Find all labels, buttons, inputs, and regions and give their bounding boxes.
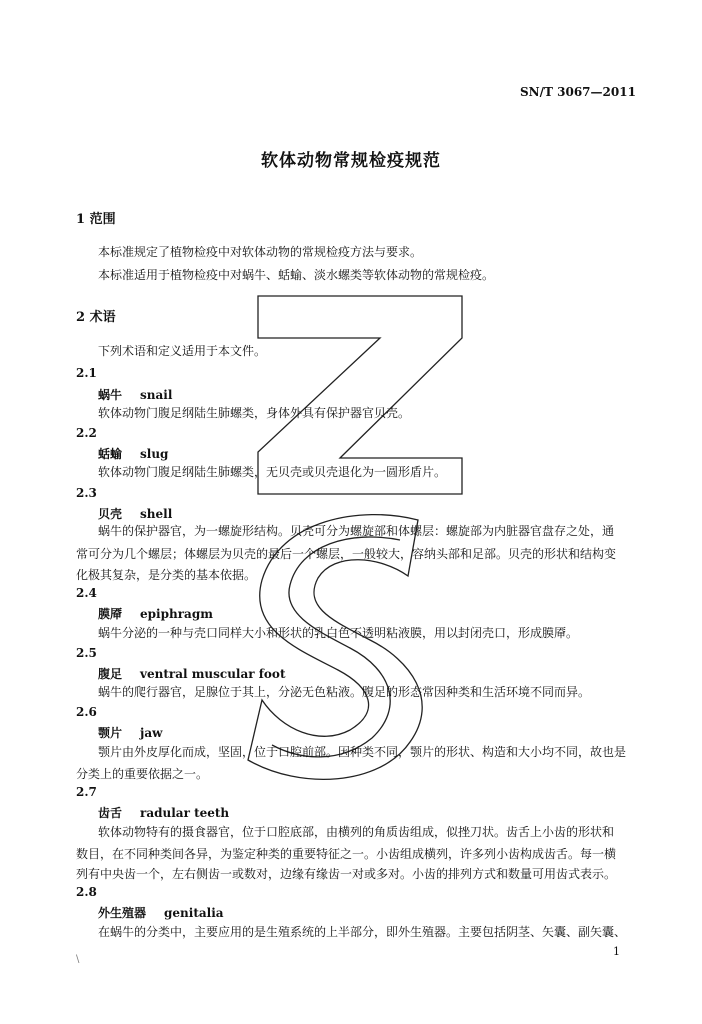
term-number: 2.5 <box>76 646 97 660</box>
term-definition-line: 在蜗牛的分类中，主要应用的是生殖系统的上半部分，即外生殖器。主要包括阴茎、矢囊、副矢囊、 <box>98 925 627 939</box>
term-definition-line: 颚片由外皮厚化而成，坚固，位于口腔前部。因种类不同，颚片的形状、构造和大小均不同，故也是 <box>98 745 627 759</box>
term-cn: 颚片 <box>98 726 123 740</box>
term-cn: 腹足 <box>98 667 123 681</box>
term-cn: 蛞蝓 <box>98 447 123 461</box>
term-en: ventral muscular foot <box>140 667 286 681</box>
term-heading <box>98 904 224 921</box>
term-number: 2.7 <box>76 785 97 799</box>
scan-mark: \ <box>76 954 80 965</box>
section-2-intro: 下列术语和定义适用于本文件。 <box>98 344 267 358</box>
standard-id: SN/T 3067—2011 <box>520 85 636 99</box>
term-heading <box>98 804 229 821</box>
term-heading <box>98 445 168 462</box>
term-en: jaw <box>140 726 163 740</box>
term-heading <box>98 505 172 522</box>
term-en: shell <box>140 507 173 521</box>
term-definition-line: 数目，在不同种类间各异，为鉴定种类的重要特征之一。小齿组成横列，许多列小齿构成齿舌。每一横 <box>76 847 617 861</box>
term-heading <box>98 386 172 403</box>
term-en: genitalia <box>164 906 224 920</box>
term-cn: 蜗牛 <box>98 388 123 402</box>
term-cn: 齿舌 <box>98 806 123 820</box>
term-definition-line: 常可分为几个螺层；体螺层为贝壳的最后一个螺层，一般较大，容纳头部和足部。贝壳的形状和结构变 <box>76 547 617 561</box>
term-definition-line: 化极其复杂，是分类的基本依据。 <box>76 568 257 582</box>
document-title: 软体动物常规检疫规范 <box>261 151 441 171</box>
term-cn: 贝壳 <box>98 507 123 521</box>
term-definition-line: 软体动物特有的摄食器官，位于口腔底部，由横列的角质齿组成，似挫刀状。齿舌上小齿的形状和 <box>98 825 615 839</box>
section-1-paragraph: 本标准规定了植物检疫中对软体动物的常规检疫方法与要求。 <box>98 245 423 259</box>
term-definition-line: 软体动物门腹足纲陆生肺螺类，身体外具有保护器官贝壳。 <box>98 406 411 420</box>
term-number: 2.4 <box>76 586 97 600</box>
term-heading <box>98 665 285 682</box>
term-en: epiphragm <box>140 607 213 621</box>
term-number: 2.2 <box>76 426 97 440</box>
section-1-heading: 1 范围 <box>76 212 116 227</box>
term-cn: 膜厣 <box>98 607 123 621</box>
watermark-s-inner <box>272 537 400 757</box>
term-number: 2.6 <box>76 705 97 719</box>
term-number: 2.8 <box>76 885 97 899</box>
term-number: 2.1 <box>76 366 97 380</box>
term-en: slug <box>140 447 169 461</box>
section-2-heading: 2 术语 <box>76 310 116 325</box>
term-definition-line: 软体动物门腹足纲陆生肺螺类，无贝壳或贝壳退化为一圆形盾片。 <box>98 465 447 479</box>
term-heading <box>98 724 162 741</box>
term-definition-line: 蜗牛的保护器官，为一螺旋形结构。贝壳可分为螺旋部和体螺层：螺旋部为内脏器官盘存之处，通 <box>98 524 615 538</box>
term-heading <box>98 605 213 622</box>
term-cn: 外生殖器 <box>98 906 147 920</box>
term-en: radular teeth <box>140 806 230 820</box>
term-definition-line: 分类上的重要依据之一。 <box>76 767 209 781</box>
term-en: snail <box>140 388 173 402</box>
term-definition-line: 蜗牛分泌的一种与壳口同样大小和形状的乳白色不透明粘液膜，用以封闭壳口，形成膜厣。 <box>98 626 579 640</box>
term-number: 2.3 <box>76 486 97 500</box>
section-1-paragraph: 本标准适用于植物检疫中对蜗牛、蛞蝓、淡水螺类等软体动物的常规检疫。 <box>98 268 495 282</box>
page-number: 1 <box>613 945 620 958</box>
term-definition-line: 蜗牛的爬行器官，足腺位于其上，分泌无色粘液。腹足的形态常因种类和生活环境不同而异。 <box>98 685 591 699</box>
term-definition-line: 列有中央齿一个，左右侧齿一或数对，边缘有缘齿一对或多对。小齿的排列方式和数量可用齿式表示。 <box>76 867 617 881</box>
